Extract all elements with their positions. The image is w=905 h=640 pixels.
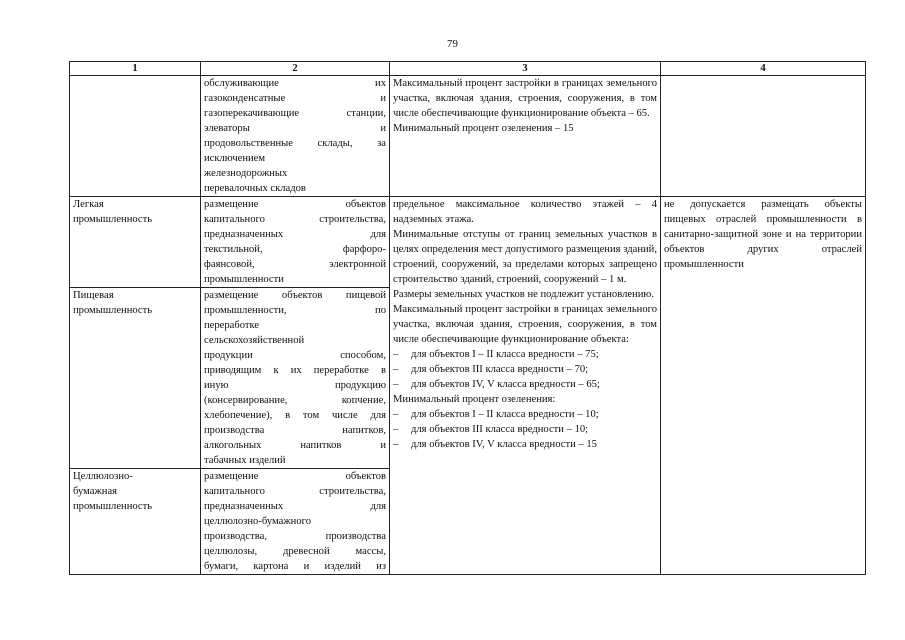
industry-name-line: промышленность: [73, 214, 153, 225]
description-line: предназначенных для: [204, 229, 386, 240]
description-line: исключением: [204, 153, 266, 164]
description-line: промышленности: [204, 274, 284, 285]
bullet-dash: –: [393, 424, 399, 435]
parameter-paragraph: Максимальный процент застройки в границах земельного участка, включая здания, строения, сооружения, в том числе обеспечивающие функционирование объекта – 65.: [393, 78, 657, 119]
description-line: капитального строительства,: [204, 486, 386, 497]
description-line: газоперекачивающие станции,: [204, 108, 386, 119]
description-line: производства напитков,: [204, 425, 386, 436]
bullet-item: [393, 437, 657, 452]
cell-parameters-continued: [390, 76, 661, 197]
description-line: перевалочных складов: [204, 183, 306, 194]
table-row-continued: [70, 76, 866, 197]
cell-description: [201, 469, 390, 575]
industry-name-line: Пищевая: [73, 290, 114, 301]
cell-description: [201, 288, 390, 469]
description-line: переработке: [204, 320, 260, 331]
description-line: газоконденсатные и: [204, 93, 386, 104]
description-line: текстильной, фарфоро-: [204, 244, 386, 255]
description-line: целлюлозно-бумажного: [204, 516, 311, 527]
bullet-text: для объектов III класса вредности – 70;: [411, 364, 589, 375]
industry-name-line: бумажная: [73, 486, 118, 497]
description-line: иную продукцию: [204, 380, 386, 391]
cell-description-continued: [201, 76, 390, 197]
bullet-item: [393, 347, 657, 362]
cell-industry-name: [70, 469, 201, 575]
description-line: обслуживающие их: [204, 78, 386, 89]
description-line: приводящим к их переработке в: [204, 365, 386, 376]
cell-industry-name: [70, 288, 201, 469]
description-line: сельскохозяйственной: [204, 335, 305, 346]
bullet-text: для объектов III класса вредности – 10;: [411, 424, 589, 435]
bullet-dash: –: [393, 409, 399, 420]
bullet-item: [393, 362, 657, 377]
bullet-item: [393, 422, 657, 437]
greening-title: Минимальный процент озеленения:: [393, 394, 556, 405]
bullet-text: для объектов I – II класса вредности – 75;: [411, 349, 599, 360]
bullet-text: для объектов IV, V класса вредности – 65;: [411, 379, 600, 390]
industry-name-line: Целлюлозно-: [73, 471, 133, 482]
bullet-dash: –: [393, 349, 399, 360]
industry-name-line: промышленность: [73, 305, 153, 316]
cell-industry-name: [70, 197, 201, 288]
bullet-text: для объектов IV, V класса вредности – 15: [411, 439, 597, 450]
description-line: промышленности, по: [204, 305, 386, 316]
parameter-paragraph: Минимальный процент озеленения – 15: [393, 123, 574, 134]
bullet-item: [393, 407, 657, 422]
parameter-paragraph: предельное максимальное количество этажей – 4 надземных этажа.: [393, 199, 657, 225]
bullet-dash: –: [393, 379, 399, 390]
description-line: элеваторы и: [204, 123, 386, 134]
page-number: 79: [447, 38, 458, 50]
column-header-1: 1: [70, 62, 201, 76]
description-line: железнодорожных: [204, 168, 288, 179]
description-line: продукции способом,: [204, 350, 386, 361]
cell-description: [201, 197, 390, 288]
cell-name-continued: [70, 76, 201, 197]
description-line: алкогольных напитков и: [204, 440, 386, 451]
cell-restrictions-continued: [661, 76, 866, 197]
description-line: размещение объектов: [204, 471, 386, 482]
cell-parameters: [390, 197, 661, 575]
zoning-table: [69, 61, 866, 575]
description-line: размещение объектов: [204, 199, 386, 210]
bullet-text: для объектов I – II класса вредности – 10;: [411, 409, 599, 420]
column-header-4: 4: [661, 62, 866, 76]
bullet-dash: –: [393, 439, 399, 450]
column-header-2: 2: [201, 62, 390, 76]
parameter-paragraph: Максимальный процент застройки в границах земельного участка, включая здания, строения, сооружения, в том числе обеспечивающие функционирование объекта:: [393, 304, 657, 345]
bullet-dash: –: [393, 364, 399, 375]
description-line: предназначенных для: [204, 501, 386, 512]
description-line: продовольственные склады, за: [204, 138, 386, 149]
parameter-paragraph: Размеры земельных участков не подлежит установлению.: [393, 289, 654, 300]
table-header-row: [70, 62, 866, 76]
bullet-item: [393, 377, 657, 392]
description-line: целлюлозы, древесной массы,: [204, 546, 386, 557]
description-line: хлебопечение), в том числе для: [204, 410, 386, 421]
table-row: [70, 197, 866, 288]
description-line: фаянсовой, электронной: [204, 259, 386, 270]
description-line: табачных изделий: [204, 455, 286, 466]
column-header-3: 3: [390, 62, 661, 76]
description-line: (консервирование, копчение,: [204, 395, 386, 406]
description-line: производства, производства: [204, 531, 386, 542]
parameter-paragraph: Минимальные отступы от границ земельных участков в целях определения мест допустимого размещения зданий, строений, сооружений, за пределами которых запрещено строительство зданий, строений, сооружений – 1 м.: [393, 229, 657, 285]
description-line: капитального строительства,: [204, 214, 386, 225]
industry-name-line: Легкая: [73, 199, 104, 210]
industry-name-line: промышленность: [73, 501, 153, 512]
cell-restrictions: не допускается размещать объекты пищевых отраслей промышленности в санитарно-защитной зоне и на территории объектов других отраслей промышленности: [661, 197, 866, 575]
description-line: бумаги, картона и изделий из: [204, 561, 386, 572]
description-line: размещение объектов пищевой: [204, 290, 386, 301]
